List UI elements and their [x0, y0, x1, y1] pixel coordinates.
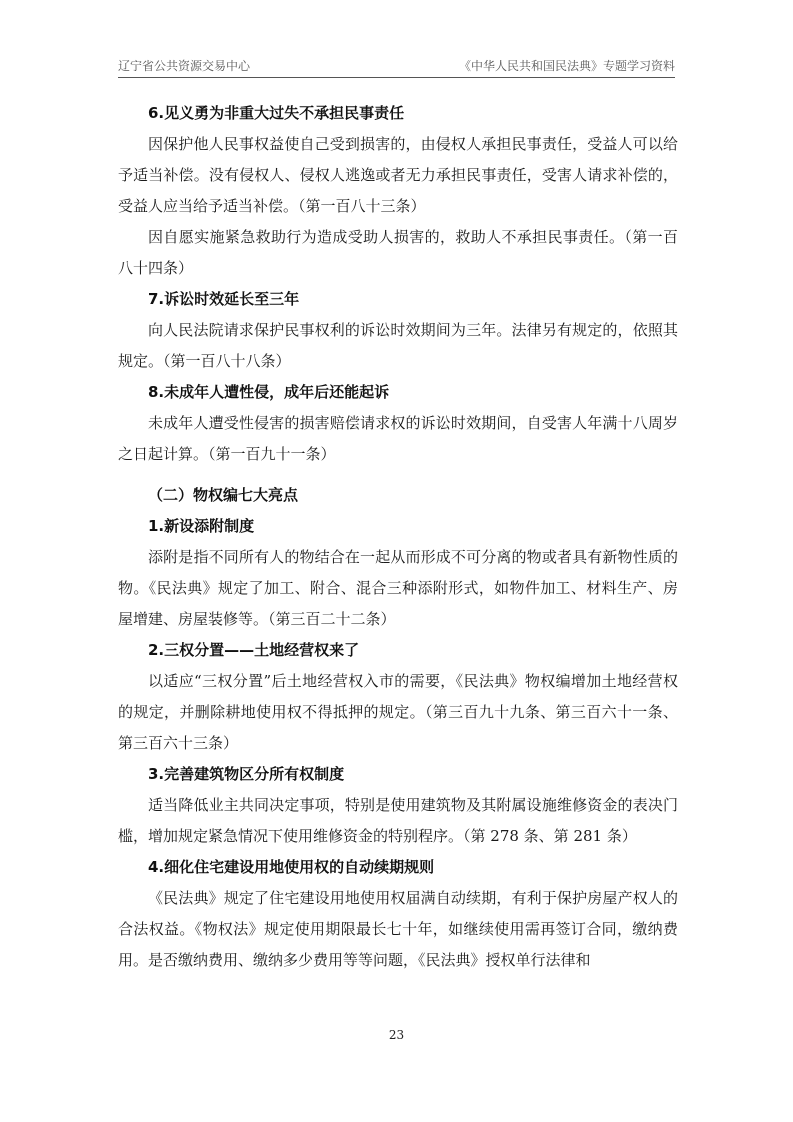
paragraph: 《民法典》规定了住宅建设用地使用权届满自动续期，有利于保护房屋产权人的合法权益。《物权法》规定使用期限最长七十年，如继续使用需再签订合同，缴纳费用。是否缴纳费用、缴纳多少费用等等问题，《民法典》授权单行法律和	[118, 889, 678, 969]
heading-1: 1.新设添附制度	[148, 517, 255, 535]
heading-6: 6.见义勇为非重大过失不承担民事责任	[148, 104, 405, 122]
paragraph: 因自愿实施紧急救助行为造成受助人损害的，救助人不承担民事责任。（第一百八十四条）	[118, 228, 678, 277]
heading-4: 4.细化住宅建设用地使用权的自动续期规则	[148, 858, 435, 876]
paragraph: 适当降低业主共同决定事项，特别是使用建筑物及其附属设施维修资金的表决门槛，增加规定紧急情况下使用维修资金的特别程序。（第 278 条、第 281 条）	[118, 796, 678, 845]
heading-3: 3.完善建筑物区分所有权制度	[148, 765, 345, 783]
header-left: 辽宁省公共资源交易中心	[118, 59, 251, 73]
paragraph: 未成年人遭受性侵害的损害赔偿请求权的诉讼时效期间，自受害人年满十八周岁之日起计算。（第一百九十一条）	[118, 414, 678, 463]
heading-8: 8.未成年人遭性侵，成年后还能起诉	[148, 383, 390, 401]
paragraph: 添附是指不同所有人的物结合在一起从而形成不可分离的物或者具有新物性质的物。《民法典》规定了加工、附合、混合三种添附形式，如物件加工、材料生产、房屋增建、房屋装修等。（第三百二十二条）	[118, 548, 678, 628]
paragraph: 因保护他人民事权益使自己受到损害的，由侵权人承担民事责任，受益人可以给予适当补偿。没有侵权人、侵权人逃逸或者无力承担民事责任，受害人请求补偿的，受益人应当给予适当补偿。（第一百八十三条）	[118, 135, 678, 215]
heading-2: 2.三权分置——土地经营权来了	[148, 641, 360, 659]
section-heading: （二）物权编七大亮点	[148, 486, 299, 504]
paragraph: 以适应“三权分置”后土地经营权入市的需要，《民法典》物权编增加土地经营权的规定，并删除耕地使用权不得抵押的规定。（第三百九十九条、第三百六十一条、第三百六十三条）	[118, 672, 678, 752]
page-number: 23	[388, 1028, 405, 1042]
paragraph: 向人民法院请求保护民事权利的诉讼时效期间为三年。法律另有规定的，依照其规定。（第一百八十八条）	[118, 321, 678, 370]
header-right: 《中华人民共和国民法典》专题学习资料	[458, 59, 675, 73]
page-content	[118, 98, 678, 976]
page-header	[118, 52, 675, 78]
heading-7: 7.诉讼时效延长至三年	[148, 290, 300, 308]
